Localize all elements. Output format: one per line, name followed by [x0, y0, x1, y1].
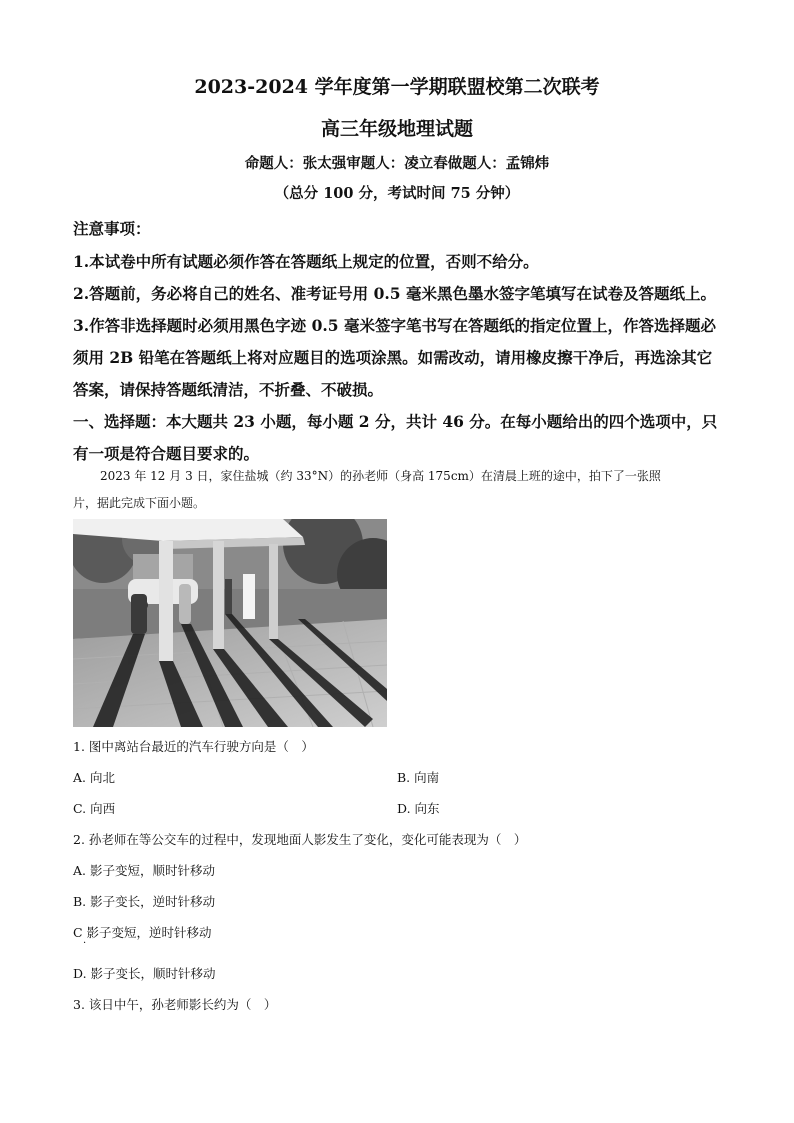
notice-item-2: 2.答题前，务必将自己的姓名、准考证号用 0.5 毫米黑色墨水签字笔填写在试卷及答题纸上。 — [73, 284, 716, 303]
question-2-stem: 2. 孙老师在等公交车的过程中，发现地面人影发生了变化，变化可能表现为（ ） — [73, 832, 527, 847]
question-2-option-d: D. 影子变长，顺时针移动 — [73, 966, 216, 981]
question-1-option-d: D. 向东 — [397, 801, 440, 816]
question-1-option-c: C. 向西 — [73, 801, 116, 816]
question-1-stem: 1. 图中离站台最近的汽车行驶方向是（ ） — [73, 739, 314, 754]
notice-item-3: 3.作答非选择题时必须用黑色字迹 0.5 毫米签字笔书写在答题纸的指定位置上，作答选择题必 — [73, 316, 716, 335]
section-heading: 一、选择题：本大题共 23 小题，每小题 2 分，共计 46 分。在每小题给出的四个选项中，只 — [73, 412, 718, 431]
bus-stop-photo-drawing — [73, 519, 387, 727]
context-text-cont: 片，据此完成下面小题。 — [73, 496, 206, 510]
notice-item-3-end: 答案，请保持答题纸清洁，不折叠、不破损。 — [73, 380, 384, 399]
notice-item-1: 1.本试卷中所有试题必须作答在答题纸上规定的位置，否则不给分。 — [73, 252, 539, 271]
question-1-option-b: B. 向南 — [397, 770, 440, 785]
exam-meta: （总分 100 分，考试时间 75 分钟） — [274, 185, 520, 202]
question-2-option-b: B. 影子变长，逆时针移动 — [73, 894, 216, 909]
notice-title: 注意事项： — [73, 219, 151, 238]
section-heading-cont: 有一项是符合题目要求的。 — [73, 444, 260, 463]
exam-title: 2023-2024 学年度第一学期联盟校第二次联考 — [194, 76, 600, 98]
notice-item-3-cont: 须用 2B 铅笔在答题纸上将对应题目的选项涂黑。如需改动，请用橡皮擦干净后，再选涂其它 — [73, 348, 713, 367]
question-3-stem: 3. 该日中午，孙老师影长约为（ ） — [73, 997, 277, 1012]
stray-dot-mark: · — [83, 938, 87, 949]
question-1-option-a: A. 向北 — [73, 770, 115, 785]
exam-subtitle: 高三年级地理试题 — [320, 118, 473, 140]
question-2-option-c: C 影子变短，逆时针移动 — [73, 925, 212, 940]
authors-line: 命题人：张太强审题人：凌立春做题人：孟锦炜 — [244, 155, 550, 172]
bus-stop-photo — [73, 519, 387, 727]
context-text: 2023 年 12 月 3 日，家住盐城（约 33°N）的孙老师（身高 175cm）在清晨上班的途中，拍下了一张照 — [100, 469, 661, 483]
question-2-option-a: A. 影子变短，顺时针移动 — [73, 863, 215, 878]
